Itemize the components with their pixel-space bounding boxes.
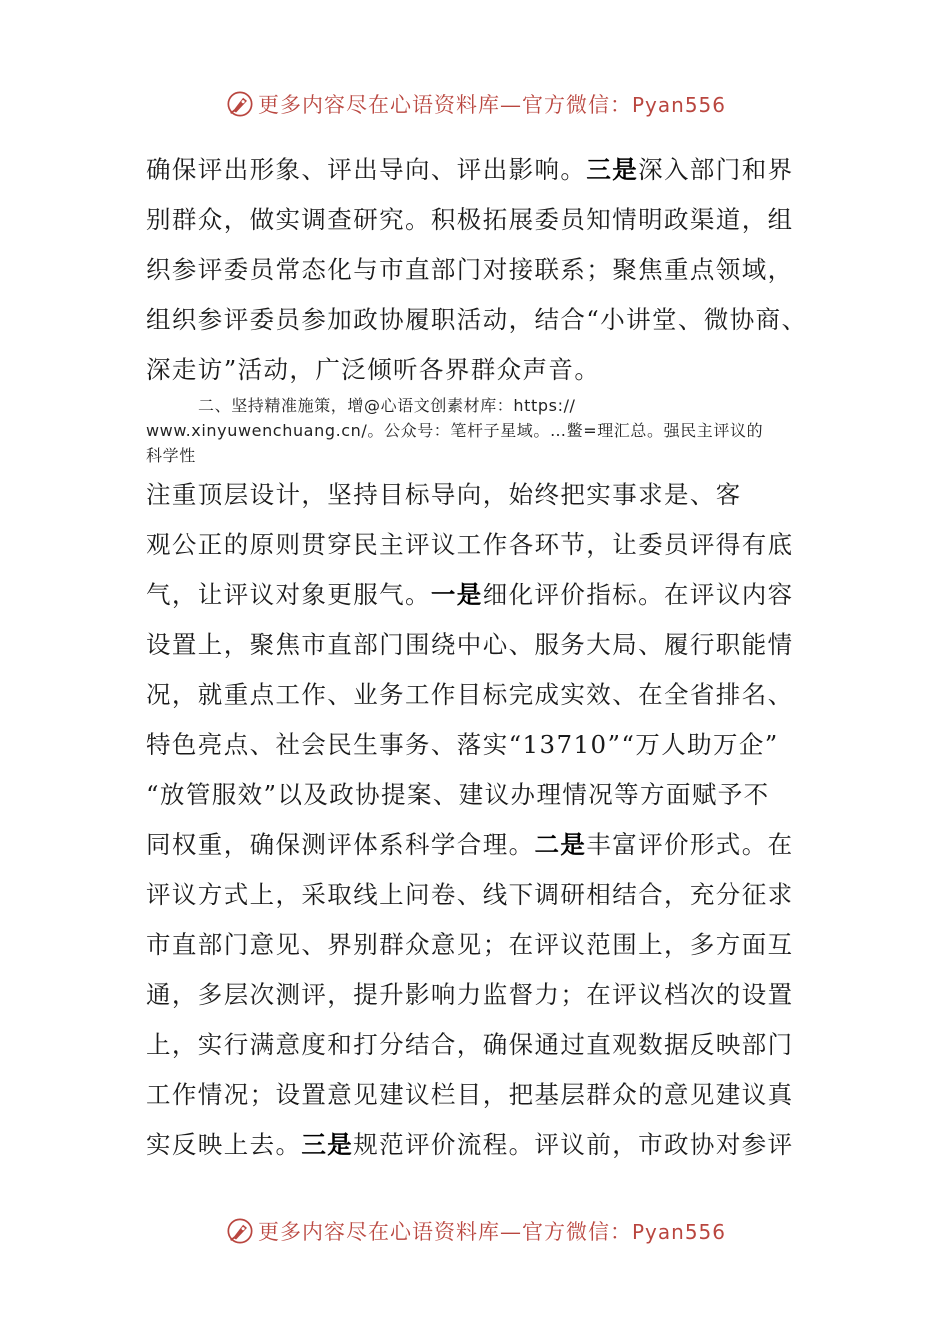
text-segment: 注重顶层设计，坚持目标导向，始终把实事求是、客 <box>146 480 742 509</box>
emphasis-label: 一是 <box>430 580 483 609</box>
text-line <box>146 620 806 670</box>
heading-line-1: 二、坚持精准施策，增@心语文创素材库：https:// <box>198 396 576 415</box>
text-line <box>146 770 806 820</box>
heading-line-3: 科学性 <box>146 446 196 465</box>
text-line <box>146 870 806 920</box>
text-segment: 通，多层次测评，提升影响力监督力；在评议档次的设置 <box>146 980 794 1009</box>
section-heading <box>146 393 816 468</box>
text-line <box>146 145 806 195</box>
text-line <box>146 720 806 770</box>
banner-text: 更多内容尽在心语资料库—官方微信：Pyan556 <box>257 93 726 117</box>
text-segment: 观公正的原则贯穿民主评议工作各环节，让委员评得有底 <box>146 530 794 559</box>
text-line <box>146 345 806 395</box>
text-segment: 组织参评委员参加政协履职活动，结合“小讲堂、微协商、 <box>146 305 808 334</box>
wechat-id: Pyan556 <box>631 1220 726 1244</box>
text-line <box>146 970 806 1020</box>
text-segment: 况，就重点工作、业务工作目标完成实效、在全省排名、 <box>146 680 794 709</box>
text-line <box>146 820 806 870</box>
heading-line-2: www.xinyuwenchuang.cn/。公众号：笔杆子星域。…鳖=理汇总。强民主评议的 <box>146 421 764 440</box>
text-segment: 特色亮点、社会民生事务、落实“13710”“万人助万企” <box>146 730 779 759</box>
text-segment: 丰富评价形式。在 <box>586 830 794 859</box>
wechat-id: Pyan556 <box>631 93 726 117</box>
paragraph-section-1 <box>146 145 806 395</box>
text-segment: 同权重，确保测评体系科学合理。 <box>146 830 535 859</box>
text-line <box>146 295 806 345</box>
text-segment: 规范评价流程。评议前，市政协对参评 <box>353 1130 794 1159</box>
text-line <box>146 570 806 620</box>
text-segment: 深走访”活动，广泛倾听各界群众声音。 <box>146 355 601 384</box>
text-segment: “放管服效”以及政协提案、建议办理情况等方面赋予不 <box>146 780 770 809</box>
header-banner <box>226 84 726 124</box>
text-segment: 设置上，聚焦市直部门围绕中心、服务大局、履行职能情 <box>146 630 794 659</box>
pen-nib-logo-icon <box>226 86 254 122</box>
text-segment: 别群众，做实调查研究。积极拓展委员知情明政渠道，组 <box>146 205 794 234</box>
emphasis-label: 三是 <box>586 155 639 184</box>
text-segment: 上，实行满意度和打分结合，确保通过直观数据反映部门 <box>146 1030 794 1059</box>
text-segment: 实反映上去。 <box>146 1130 302 1159</box>
text-line <box>146 470 806 520</box>
text-line <box>146 245 806 295</box>
text-segment: 市直部门意见、界别群众意见；在评议范围上，多方面互 <box>146 930 794 959</box>
text-line <box>146 195 806 245</box>
text-segment: 工作情况；设置意见建议栏目，把基层群众的意见建议真 <box>146 1080 794 1109</box>
emphasis-label: 二是 <box>534 830 587 859</box>
text-segment: 细化评价指标。在评议内容 <box>482 580 794 609</box>
text-line <box>146 1070 806 1120</box>
banner-text: 更多内容尽在心语资料库—官方微信：Pyan556 <box>257 1220 726 1244</box>
text-segment: 深入部门和界 <box>638 155 794 184</box>
paragraph-section-2 <box>146 470 806 1170</box>
emphasis-label: 三是 <box>301 1130 354 1159</box>
text-segment: 确保评出形象、评出导向、评出影响。 <box>146 155 587 184</box>
text-line <box>146 1020 806 1070</box>
footer-banner <box>226 1211 726 1251</box>
text-segment: 织参评委员常态化与市直部门对接联系；聚焦重点领域， <box>146 255 794 284</box>
pen-nib-logo-icon <box>226 1213 254 1249</box>
text-line <box>146 1120 806 1170</box>
text-segment: 气，让评议对象更服气。 <box>146 580 431 609</box>
text-line <box>146 920 806 970</box>
text-segment: 评议方式上，采取线上问卷、线下调研相结合，充分征求 <box>146 880 794 909</box>
text-line <box>146 520 806 570</box>
text-line <box>146 670 806 720</box>
